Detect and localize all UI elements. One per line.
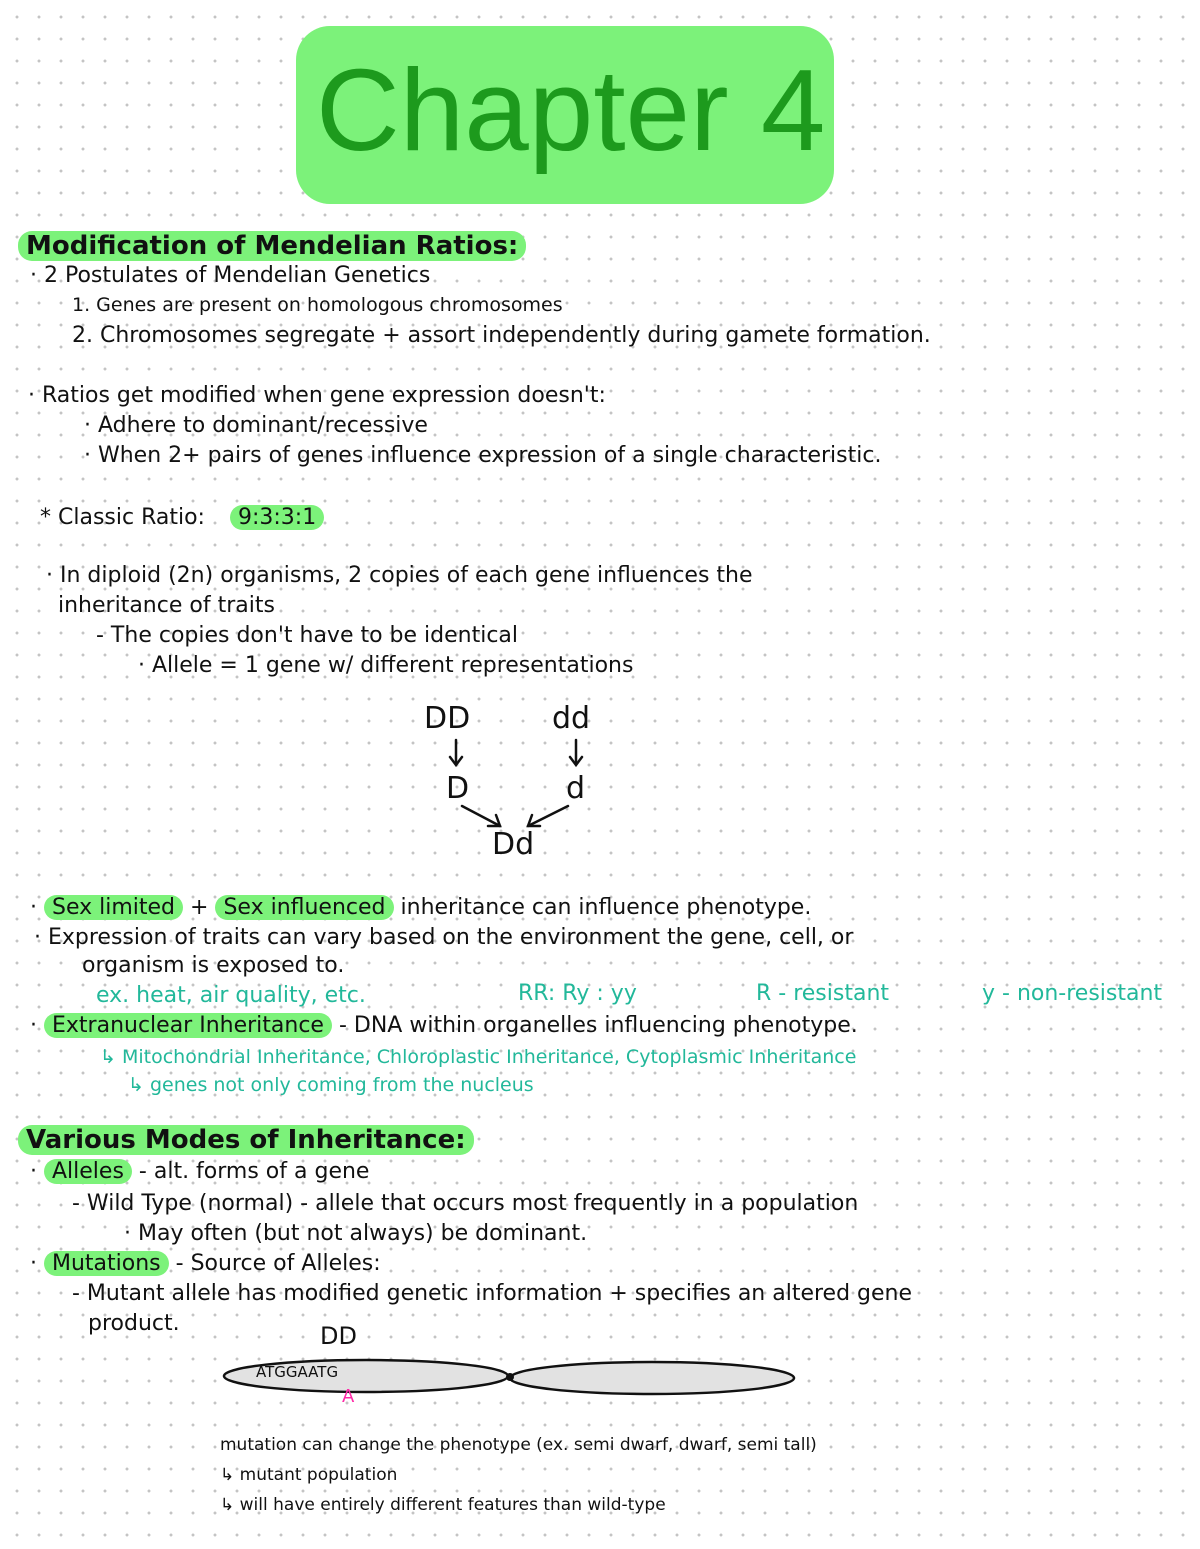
gamete-2: d [566, 771, 586, 806]
allele-line: · Allele = 1 gene w/ different representations [138, 653, 634, 678]
extranuclear-line: · Extranuclear Inheritance - DNA within organelles influencing phenotype. [30, 1013, 858, 1038]
mutant-line-1: - Mutant allele has modified genetic information + specifies an altered gene [72, 1281, 913, 1306]
mutation-note-1: mutation can change the phenotype (ex. semi dwarf, dwarf, semi tall) [220, 1435, 817, 1455]
ratios-line: · Ratios get modified when gene expression doesn't: [28, 383, 606, 408]
non-resistant-allele: y - non-resistant [982, 981, 1163, 1006]
mutant-line-2: product. [88, 1311, 180, 1336]
parent-1-genotype: DD [424, 701, 471, 736]
extranuclear-label: Extranuclear Inheritance [44, 1013, 332, 1038]
mutation-base: A [342, 1386, 355, 1407]
mutations-line: · Mutations - Source of Alleles: [30, 1251, 381, 1276]
expression-line-1: · Expression of traits can vary based on the environment the gene, cell, or [34, 925, 854, 950]
postulates-line: · 2 Postulates of Mendelian Genetics [30, 263, 431, 288]
mutation-note-3: ↳ will have entirely different features than wild-type [220, 1495, 666, 1515]
copies-line: - The copies don't have to be identical [96, 623, 519, 648]
dominant-note: · May often (but not always) be dominant. [124, 1221, 588, 1246]
mutation-note-2: ↳ mutant population [220, 1465, 398, 1485]
postulate-1: 1. Genes are present on homologous chromosomes [72, 294, 563, 316]
wild-type-line: - Wild Type (normal) - allele that occurs most frequently in a population [72, 1191, 859, 1216]
centromere [506, 1373, 514, 1381]
chromosome-genotype: DD [320, 1322, 357, 1350]
sex-influenced-label: Sex influenced [215, 895, 393, 920]
diploid-line-2: inheritance of traits [58, 593, 275, 618]
sex-limited-label: Sex limited [44, 895, 183, 920]
dna-sequence: ATGGAATG [256, 1363, 339, 1381]
ratios-item-1: · Adhere to dominant/recessive [84, 413, 428, 438]
section-heading-modes: Various Modes of Inheritance: [18, 1124, 474, 1156]
section-heading-modification: Modification of Mendelian Ratios: [18, 230, 526, 262]
page-title: Chapter 4 [316, 45, 826, 175]
extranuclear-sub-2: ↳ genes not only coming from the nucleus [128, 1074, 534, 1096]
alleles-label: Alleles [44, 1159, 132, 1184]
resistance-genotypes: RR: Ry : yy [518, 981, 637, 1006]
offspring-genotype: Dd [492, 827, 535, 862]
environment-example: ex. heat, air quality, etc. [96, 983, 366, 1008]
chromatid-right [510, 1362, 794, 1394]
resistant-allele: R - resistant [756, 981, 890, 1006]
parent-2-genotype: dd [552, 701, 591, 736]
sex-inheritance-line: · Sex limited + Sex influenced inheritance can influence phenotype. [30, 895, 812, 920]
mutations-label: Mutations [44, 1251, 169, 1276]
gamete-1: D [446, 771, 470, 806]
postulate-2: 2. Chromosomes segregate + assort independently during gamete formation. [72, 323, 931, 348]
diploid-line-1: · In diploid (2n) organisms, 2 copies of each gene influences the [46, 563, 753, 588]
classic-ratio-label: * Classic Ratio: [40, 505, 205, 530]
ratios-item-2: · When 2+ pairs of genes influence expression of a single characteristic. [84, 443, 882, 468]
alleles-line: · Alleles - alt. forms of a gene [30, 1159, 370, 1184]
classic-ratio-value: 9:3:3:1 [230, 505, 324, 530]
extranuclear-sub-1: ↳ Mitochondrial Inheritance, Chloroplastic Inheritance, Cytoplasmic Inheritance [100, 1046, 857, 1068]
expression-line-2: organism is exposed to. [82, 953, 345, 978]
